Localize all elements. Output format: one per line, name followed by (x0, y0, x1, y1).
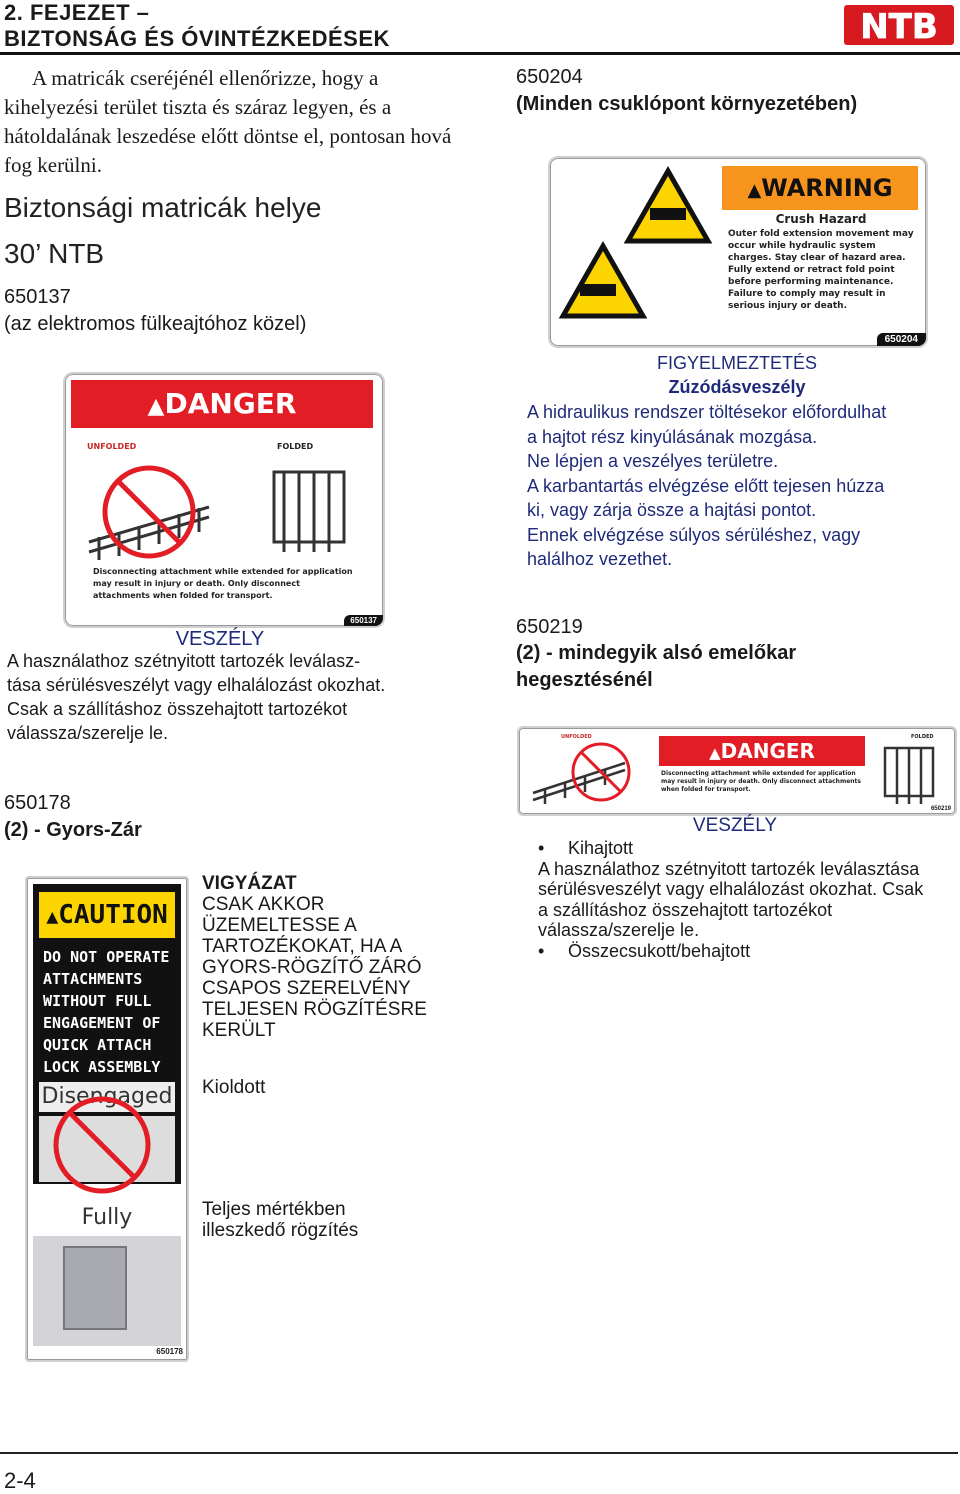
decal-650137-location: (az elektromos fülkeajtóhoz közel) (4, 313, 307, 335)
intro-text: A matricák cseréjénél ellenőrizze, hogy a kihelyezési terület tiszta és száraz legyen, és a hátoldalának leszedése előtt döntse el, pontosan hová fog kerülni. (4, 66, 452, 177)
decal-650204-image (548, 156, 928, 348)
decal-fine-text: Disconnecting attachment while extended for application may result in injury or death. Only disconnect attachments when folded for transport. (93, 567, 353, 600)
chapter-title: BIZTONSÁG ÉS ÓVINTÉZKEDÉSEK (4, 26, 390, 51)
chapter-number: 2. FEJEZET – (4, 0, 150, 25)
engaged-photo (33, 1236, 181, 1346)
decal-fine-text: Disconnecting attachment while extended for application may result in injury or death. Only disconnect attachments when folded for transport. (661, 770, 861, 793)
decal-650178-image (25, 876, 189, 1362)
caution-body: DO NOT OPERATE ATTACHMENTS WITHOUT FULL ENGAGEMENT OF QUICK ATTACH LOCK ASSEMBLY (43, 948, 170, 1076)
prohibited-icon (47, 1090, 157, 1200)
decal-650178-code: 650178 (4, 792, 71, 814)
decal-650178-translation (202, 873, 442, 1041)
prohibited-icon (105, 468, 193, 556)
decal-650204-location: (Minden csuklópont környezetében) (516, 93, 858, 115)
decal-650219-image (517, 726, 957, 816)
caution-banner: ▲CAUTION (39, 892, 175, 938)
tr-title: FIGYELMEZTETÉS (656, 353, 818, 373)
label-fully-engaged: Fully (33, 1200, 181, 1236)
decal-650137-translation: A használathoz szétnyitott tartozék leválasz- tása sérülésveszélyt vagy elhalálozást okozhat. Csak a szállításhoz összehajtott tartozékot válassza/szerelje le. (7, 651, 386, 743)
alert-triangle-icon: ▲ (147, 394, 165, 419)
alert-triangle-icon: ▲ (709, 744, 721, 762)
decal-650137-code: 650137 (4, 286, 71, 308)
decal-650219-location: (2) - mindegyik alsó emelőkar hegesztésénél (516, 642, 797, 691)
decal-650219-title: VESZÉLY (692, 815, 778, 836)
folded-illustration (875, 738, 945, 808)
tr-disengaged: Kioldott (202, 1077, 266, 1098)
header-rule (0, 52, 960, 55)
bullet-folded: • Összecsukott/behajtott (538, 941, 938, 962)
label-folded: FOLDED (277, 442, 314, 451)
tr-title: VIGYÁZAT (202, 873, 297, 894)
unfolded-illustration (525, 738, 655, 808)
tr-engaged: Teljes mértékben illeszkedő rögzítés (202, 1199, 359, 1241)
decal-fine-text: Outer fold extension movement may occur while hydraulic system charges. Stay clear of hazard area. Fully extend or retract fold point before performing maintenance. Failure to comply may result in serious injury or death. (728, 229, 914, 311)
decal-650204-title (527, 351, 947, 399)
logo-text: NTB (860, 7, 938, 47)
decal-650137-title: VESZÉLY (175, 628, 265, 650)
intro-paragraph (4, 64, 474, 180)
tr-subtitle: Zúzódásveszély (668, 377, 806, 397)
label-unfolded: UNFOLDED (561, 734, 592, 740)
decal-650204-code: 650204 (516, 66, 583, 88)
decal-650219-translation (538, 838, 938, 961)
part-number: 650137 (344, 615, 383, 626)
alert-triangle-icon: ▲ (46, 904, 59, 928)
decal-650219-code: 650219 (516, 616, 583, 638)
danger-banner: ▲DANGER (71, 380, 373, 428)
section-heading: Biztonsági matricák helye (4, 192, 322, 223)
fold-illustration (79, 452, 369, 562)
decal-650137-image (63, 372, 385, 628)
danger-banner: ▲DANGER (659, 736, 865, 766)
label-disengaged: Disengaged (39, 1082, 175, 1112)
footer-rule (0, 1452, 958, 1454)
part-number: 650204 (877, 333, 926, 346)
warning-banner: ▲WARNING (722, 166, 918, 210)
decal-650178-location: (2) - Gyors-Zár (4, 819, 142, 841)
chapter-header (4, 0, 390, 52)
decal-650204-translation: A hidraulikus rendszer töltésekor előfordulhat a hajtot rész kinyúlásának mozgása. Ne lépjen a veszélyes területre. A karbantartás elvégzése előtt tejesen húzza ki, vagy zárja össze a hajtási pontot. Ennek elvégzése súlyos sérüléshez, vagy halálhoz vezethet. (527, 402, 887, 569)
tr-body: CSAK AKKOR ÜZEMELTESSE A TARTOZÉKOKAT, HA A GYORS-RÖGZÍTŐ ZÁRÓ CSAPOS SZERELVÉNY TELJESEN RÖGZÍTÉSRE KERÜLT (202, 894, 427, 1041)
tr-body: A használathoz szétnyitott tartozék leválasztása sérülésveszélyt vagy elhalálozást okozhat. Csak a szállításhoz összehajtott tartozékot válassza/szerelje le. (538, 858, 924, 940)
bullet-extended: • Kihajtott (538, 838, 938, 859)
alert-triangle-icon: ▲ (747, 180, 762, 201)
model-heading: 30’ NTB (4, 238, 105, 269)
label-unfolded: UNFOLDED (87, 442, 137, 451)
hazard-title: Crush Hazard (775, 212, 867, 226)
crush-hazard-icon (558, 166, 718, 336)
part-number: 650178 (156, 1347, 183, 1356)
page-number: 2-4 (4, 1468, 36, 1493)
ntb-logo (842, 2, 956, 48)
part-number: 650219 (930, 806, 951, 812)
label-folded: FOLDED (911, 734, 934, 740)
